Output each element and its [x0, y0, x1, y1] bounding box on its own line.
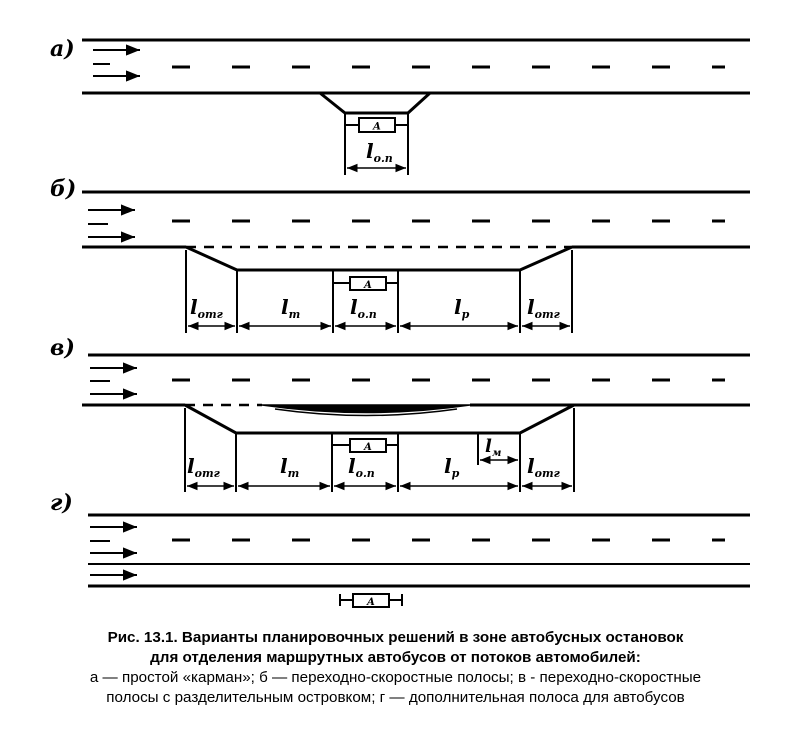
panel-a: [50, 36, 750, 175]
length-label-transition: $l_{отг}$: [527, 454, 560, 480]
traffic-arrows: [90, 527, 137, 575]
dimension-lines: [187, 460, 572, 486]
length-label-braking: $l_т$: [281, 295, 301, 321]
caption-legend: а — простой «карман»; б — переходно-скоростные полосы; в - переходно-скоростные: [89, 669, 702, 686]
length-label-acceleration: $l_р$: [454, 295, 470, 321]
bus-stop-sign: [345, 118, 408, 133]
bus-stop-sign: [332, 439, 398, 453]
traffic-arrows: [88, 210, 135, 237]
length-label-stop: $l_{о.п}$: [348, 454, 375, 480]
figure-caption: [0, 628, 791, 708]
caption-title: Рис. 13.1. Варианты планировочных решений в зоне автобусных остановок: [107, 629, 684, 646]
caption-legend-cont: полосы с разделительным островком; г — дополнительная полоса для автобусов: [106, 689, 685, 706]
length-label-transition: $l_{отг}$: [190, 295, 223, 321]
length-label-stop: $l_{о.п}$: [350, 295, 377, 321]
caption-title-cont: для отделения маршрутных автобусов от потоков автомобилей:: [150, 649, 641, 666]
length-label-transition: $l_{отг}$: [527, 295, 560, 321]
length-label-braking: $l_т$: [280, 454, 300, 480]
svg-text:А: А: [363, 442, 373, 453]
panel-a-label: а): [50, 36, 75, 62]
panel-v: [50, 335, 750, 492]
dimension-ticks: [186, 250, 572, 333]
length-label-stop: $l_{о.п}$: [366, 139, 393, 165]
stop-marker: А: [372, 121, 382, 133]
traffic-arrows: [93, 50, 140, 76]
length-label-acceleration: $l_р$: [444, 454, 460, 480]
panel-b-label: б): [50, 176, 77, 202]
bus-stop-sign: [340, 594, 402, 608]
svg-text:А: А: [366, 597, 376, 608]
panel-g: [50, 490, 750, 608]
panel-v-label: в): [50, 335, 75, 361]
traffic-arrows: [90, 368, 137, 394]
bus-stop-sign: [333, 277, 398, 291]
speed-change-lanes: [186, 247, 572, 270]
length-label-transition: $l_{отг}$: [187, 454, 220, 480]
svg-text:А: А: [363, 280, 373, 291]
panel-g-label: г): [50, 490, 73, 516]
panel-b: [50, 176, 750, 333]
length-label-merge: $l_м$: [485, 436, 502, 459]
bus-bay: [320, 93, 430, 113]
